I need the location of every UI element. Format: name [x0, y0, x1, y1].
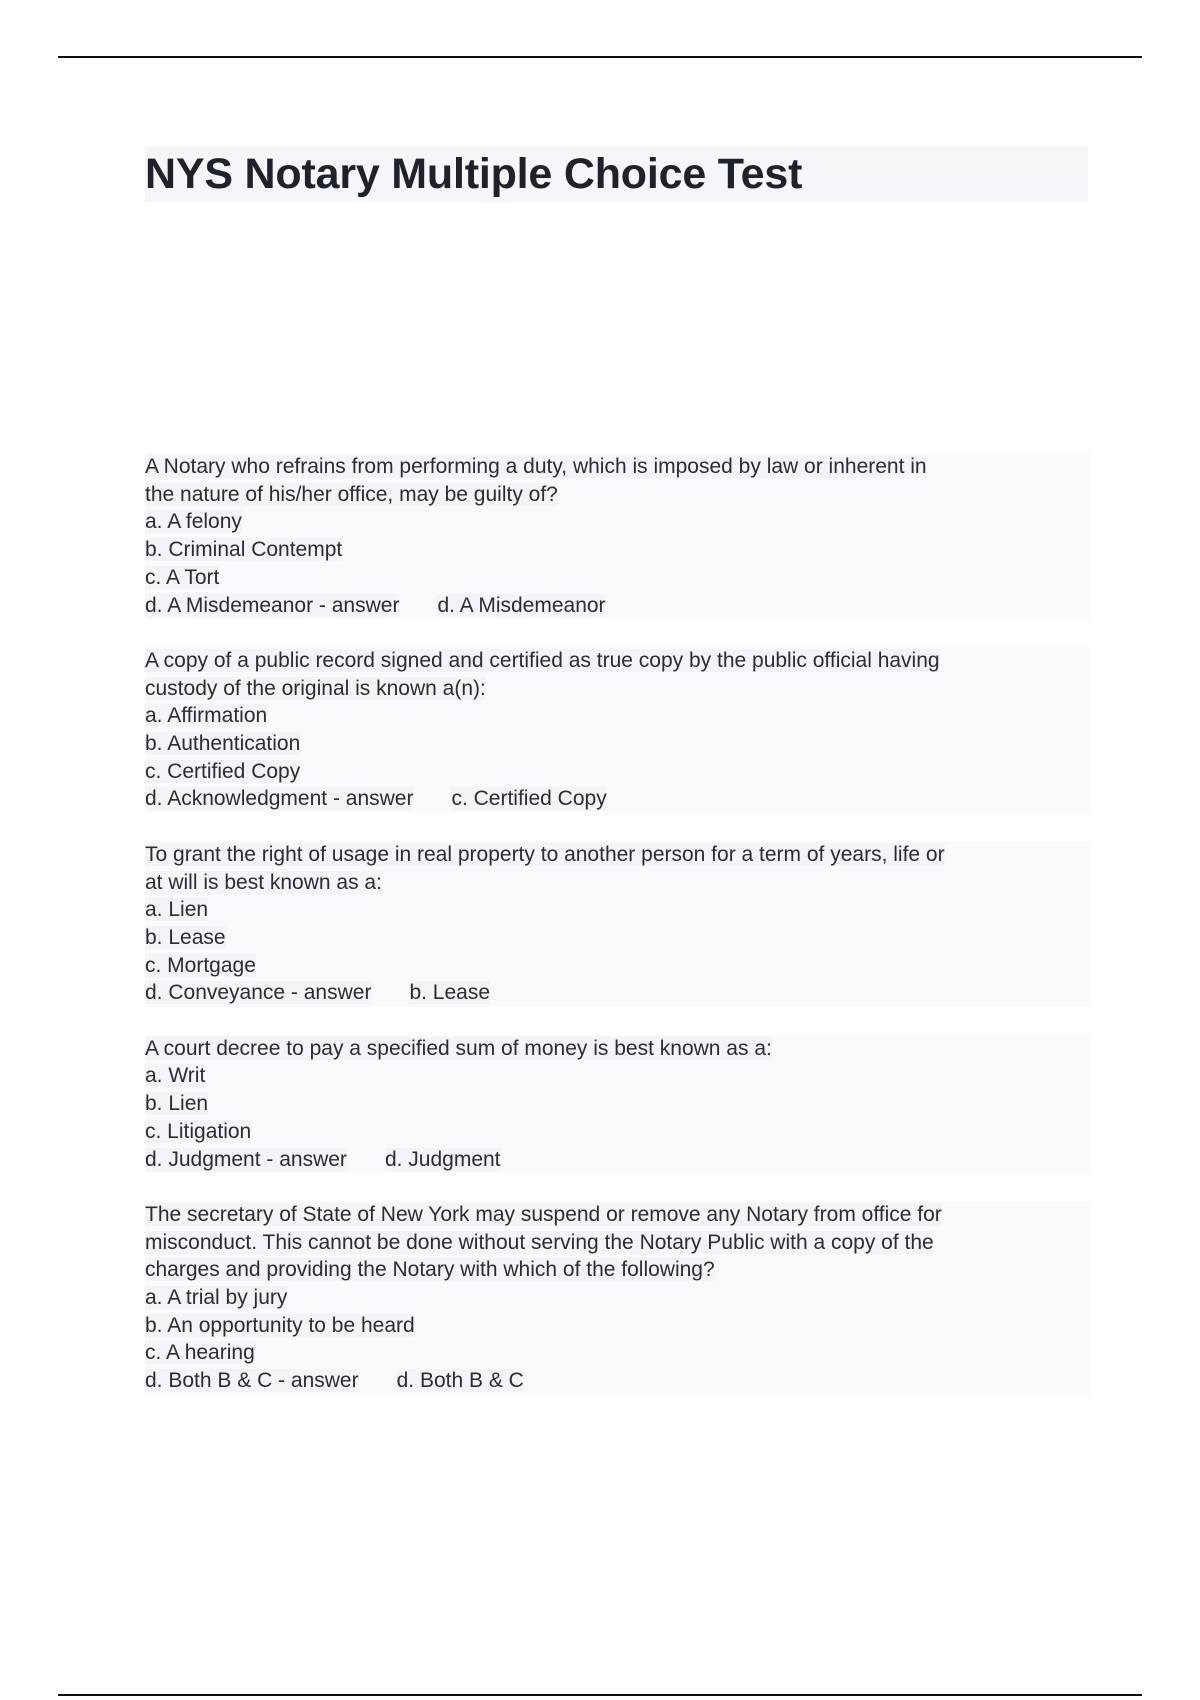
option-text: a. Writ: [145, 1064, 206, 1088]
question-text: A court decree to pay a specified sum of money is best known as a:: [145, 1036, 772, 1060]
option-line: [145, 1118, 1090, 1146]
option-text: a. Affirmation: [145, 704, 268, 728]
question-text-line: [145, 1201, 1090, 1229]
question-text: To grant the right of usage in real property to another person for a term of years, life or: [145, 842, 945, 866]
bottom-rule: [58, 1694, 1142, 1696]
option-text: b. An opportunity to be heard: [145, 1313, 415, 1337]
option-line: [145, 952, 1090, 980]
question-text: custody of the original is known a(n):: [145, 676, 486, 700]
question-text-line: [145, 841, 1090, 869]
option-line: [145, 564, 1090, 592]
option-line: [145, 1339, 1090, 1367]
question-text: The secretary of State of New York may suspend or remove any Notary from office for: [145, 1202, 942, 1226]
question-text-line: [145, 481, 1090, 509]
option-text: a. A felony: [145, 510, 242, 534]
option-text: b. Lien: [145, 1092, 209, 1116]
option-text: b. Criminal Contempt: [145, 538, 343, 562]
option-text: c. Mortgage: [145, 953, 256, 977]
question-text-line: [145, 647, 1090, 675]
option-line: [145, 1146, 1090, 1174]
option-line: [145, 508, 1090, 536]
correct-answer: d. Both B & C: [396, 1369, 524, 1393]
correct-answer: c. Certified Copy: [451, 787, 607, 811]
option-text: d. A Misdemeanor - answer: [145, 593, 400, 617]
option-line: [145, 924, 1090, 952]
option-line: [145, 758, 1090, 786]
correct-answer: d. Judgment: [384, 1147, 501, 1171]
option-line: [145, 1062, 1090, 1090]
option-line: [145, 592, 1090, 620]
option-line: [145, 536, 1090, 564]
option-line: [145, 702, 1090, 730]
question-block: [145, 1035, 1090, 1174]
question-text: charges and providing the Notary with which of the following?: [145, 1258, 715, 1282]
question-text-line: [145, 453, 1090, 481]
option-text: c. A hearing: [145, 1341, 255, 1365]
question-text: misconduct. This cannot be done without serving the Notary Public with a copy of the: [145, 1230, 934, 1254]
option-text: a. Lien: [145, 898, 209, 922]
question-block: [145, 1201, 1090, 1395]
question-list: [145, 453, 1090, 1423]
question-text-line: [145, 1229, 1090, 1257]
question-text: at will is best known as a:: [145, 870, 382, 894]
option-line: [145, 730, 1090, 758]
option-text: b. Authentication: [145, 732, 301, 756]
question-text: A copy of a public record signed and certified as true copy by the public official having: [145, 648, 940, 672]
page-title: NYS Notary Multiple Choice Test: [145, 150, 803, 198]
option-line: [145, 896, 1090, 924]
question-text-line: [145, 1256, 1090, 1284]
question-text: the nature of his/her office, may be guilty of?: [145, 482, 558, 506]
option-text: c. Certified Copy: [145, 759, 301, 783]
question-block: [145, 453, 1090, 619]
question-text-line: [145, 1035, 1090, 1063]
option-line: [145, 979, 1090, 1007]
question-text: A Notary who refrains from performing a duty, which is imposed by law or inherent in: [145, 455, 927, 478]
option-text: b. Lease: [145, 925, 226, 949]
question-text-line: [145, 675, 1090, 703]
option-text: a. A trial by jury: [145, 1286, 288, 1310]
option-text: c. Litigation: [145, 1119, 252, 1143]
question-block: [145, 647, 1090, 813]
option-line: [145, 1284, 1090, 1312]
option-line: [145, 1367, 1090, 1395]
option-line: [145, 1090, 1090, 1118]
option-text: d. Conveyance - answer: [145, 981, 372, 1005]
top-rule: [58, 56, 1142, 58]
correct-answer: d. A Misdemeanor: [437, 593, 606, 617]
option-text: d. Both B & C - answer: [145, 1369, 359, 1393]
question-block: [145, 841, 1090, 1007]
option-line: [145, 1312, 1090, 1340]
question-text-line: [145, 869, 1090, 897]
option-text: c. A Tort: [145, 565, 220, 589]
option-text: d. Acknowledgment - answer: [145, 787, 414, 811]
correct-answer: b. Lease: [409, 981, 491, 1005]
option-text: d. Judgment - answer: [145, 1147, 347, 1171]
option-line: [145, 785, 1090, 813]
